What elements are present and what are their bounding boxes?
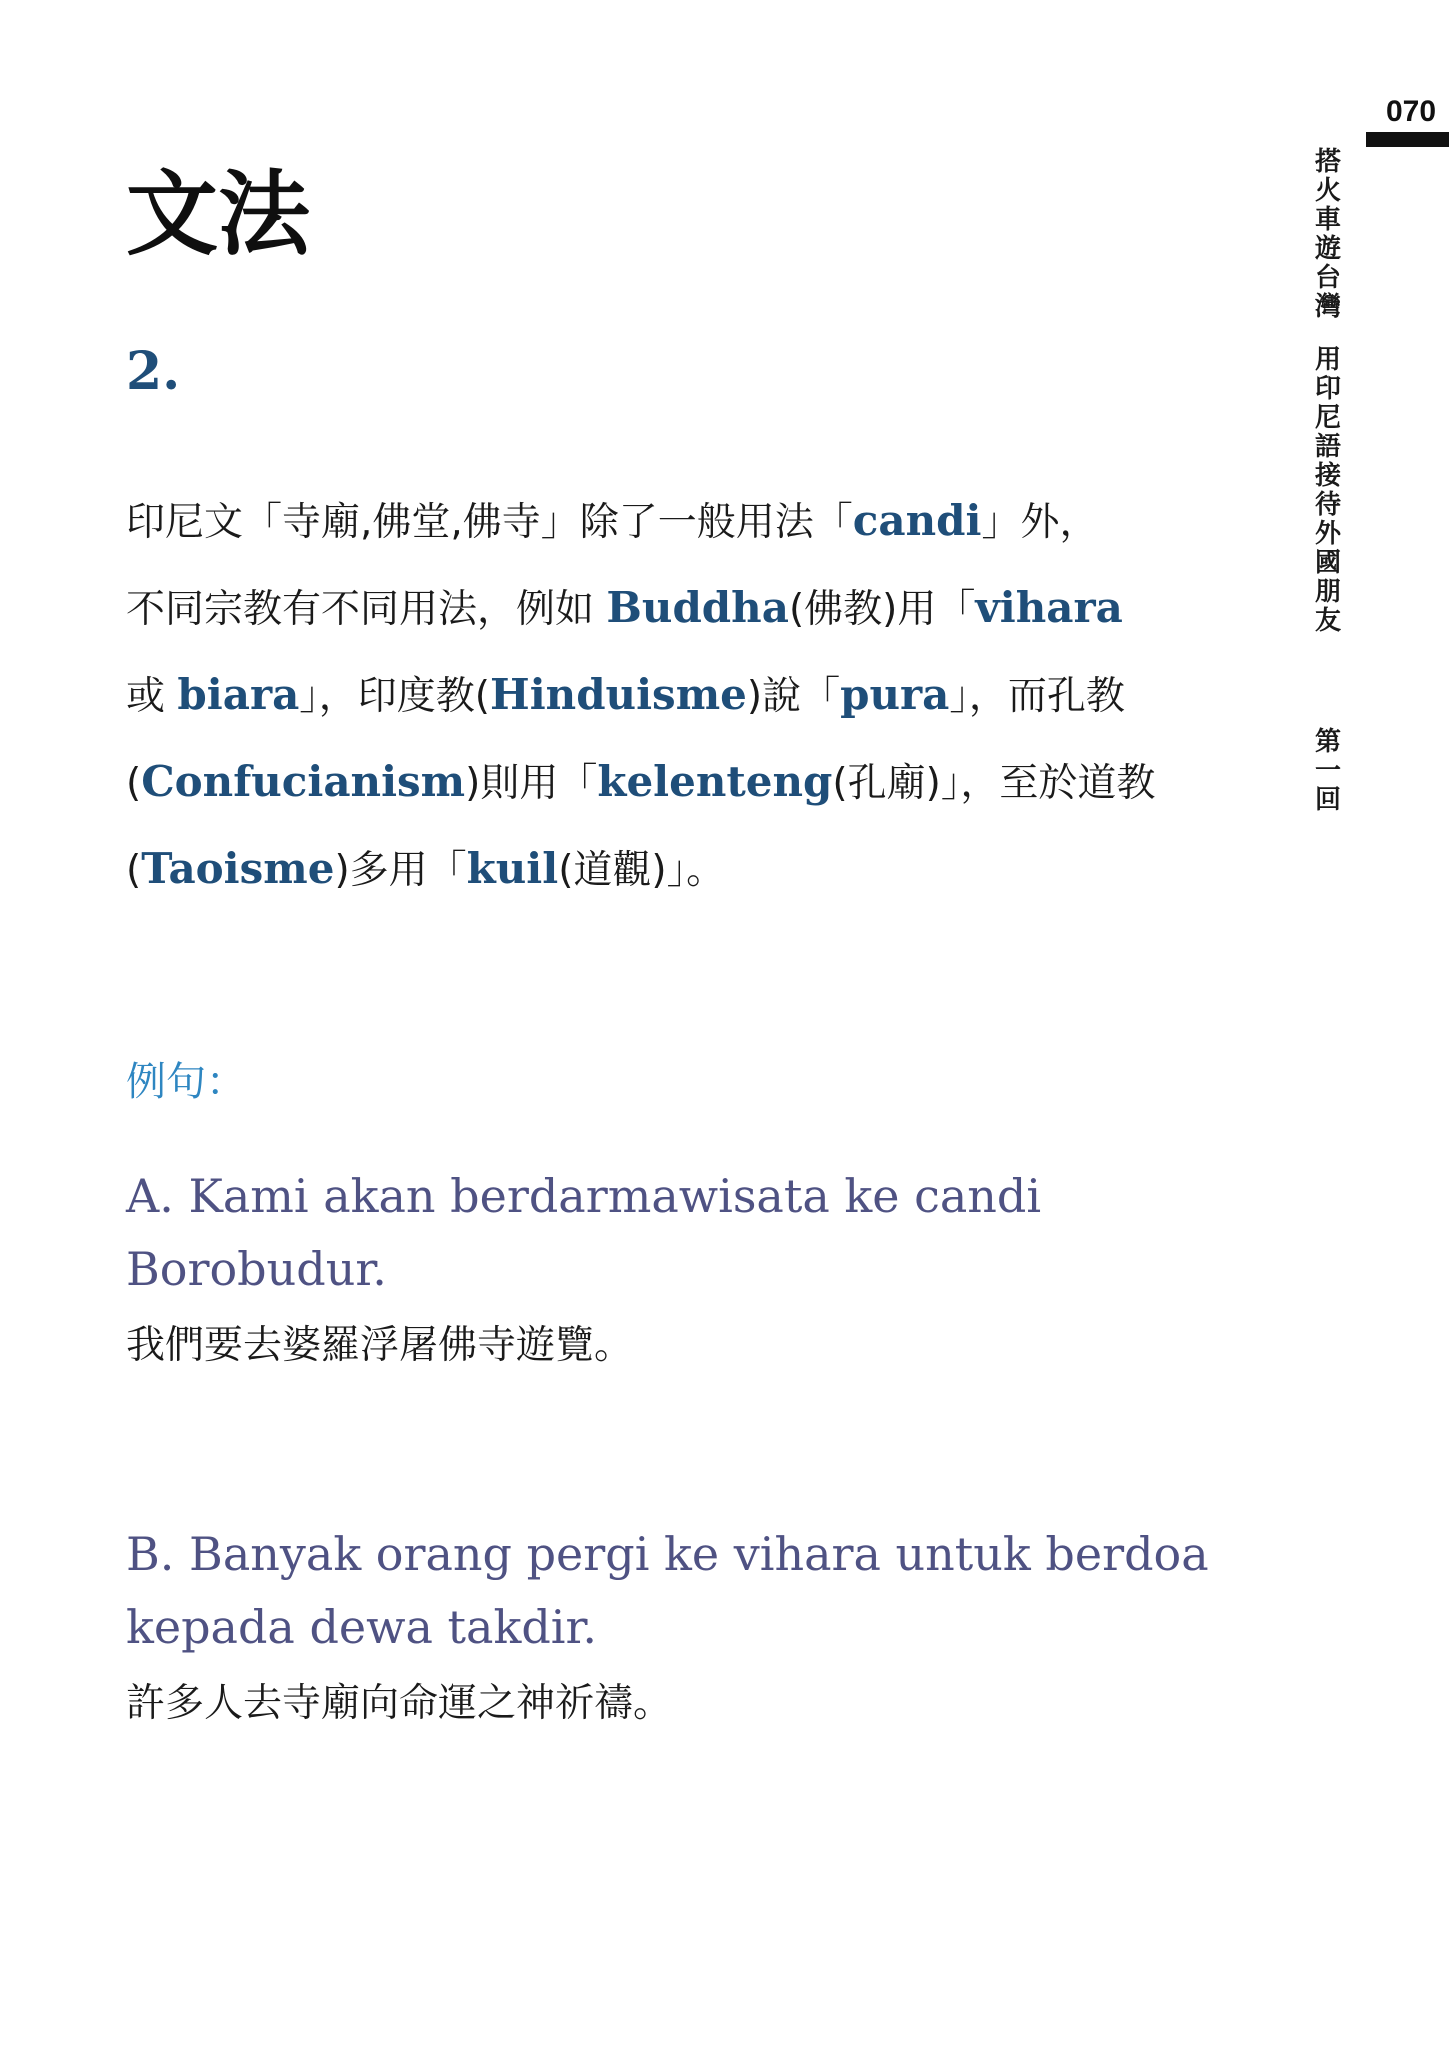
page-title: 文法 xyxy=(126,161,311,268)
keyword: kelenteng xyxy=(597,757,833,806)
keyword: Buddha xyxy=(606,583,789,632)
keyword: kuil xyxy=(466,844,559,893)
example-a-sentence-line2: Borobudur. xyxy=(126,1242,387,1296)
running-header xyxy=(1310,148,1346,815)
explanation-line: 或 biara」，印度教(Hinduisme)說「pura」，而孔教 xyxy=(126,670,1125,719)
page-number-bar xyxy=(1366,132,1449,147)
example-a-sentence-line1: A. Kami akan berdarmawisata ke candi xyxy=(126,1169,1042,1223)
keyword: biara xyxy=(177,670,300,719)
page-number: 070 xyxy=(1385,95,1437,128)
keyword: Confucianism xyxy=(141,757,466,806)
keyword: pura xyxy=(840,670,950,719)
example-b-translation: 許多人去寺廟向命運之神祈禱。 xyxy=(126,1681,673,1726)
example-b-sentence xyxy=(126,1518,1236,1664)
keyword: vihara xyxy=(975,583,1123,632)
example-label: 例句： xyxy=(126,1059,246,1105)
explanation-line: (Confucianism)則用「kelenteng(孔廟)」，至於道教 xyxy=(126,757,1156,806)
keyword: Hinduisme xyxy=(490,670,747,719)
running-header-book-title: 搭火車遊台灣 xyxy=(1314,147,1341,322)
explanation-line: 印尼文「寺廟,佛堂,佛寺」除了一般用法「candi」外， xyxy=(126,496,1099,545)
explanation-line: (Taoisme)多用「kuil(道觀)」。 xyxy=(126,844,726,893)
grammar-explanation xyxy=(126,478,1236,913)
running-header-subtitle: 用印尼語接待外國朋友 xyxy=(1314,345,1341,636)
section-number: 2. xyxy=(126,341,181,402)
explanation-line: 不同宗教有不同用法，例如 Buddha(佛教)用「vihara xyxy=(126,583,1123,632)
example-a-sentence xyxy=(126,1160,1236,1306)
example-a xyxy=(126,1160,1236,1374)
keyword: Taoisme xyxy=(141,844,335,893)
example-a-translation: 我們要去婆羅浮屠佛寺遊覽。 xyxy=(126,1323,634,1368)
running-header-chapter: 第一回 xyxy=(1314,727,1341,815)
keyword: candi xyxy=(852,496,982,545)
example-b-sentence-line1: B. Banyak orang pergi ke vihara untuk berdoa xyxy=(126,1527,1209,1581)
example-b-sentence-line2: kepada dewa takdir. xyxy=(126,1600,598,1654)
example-b xyxy=(126,1518,1236,1732)
